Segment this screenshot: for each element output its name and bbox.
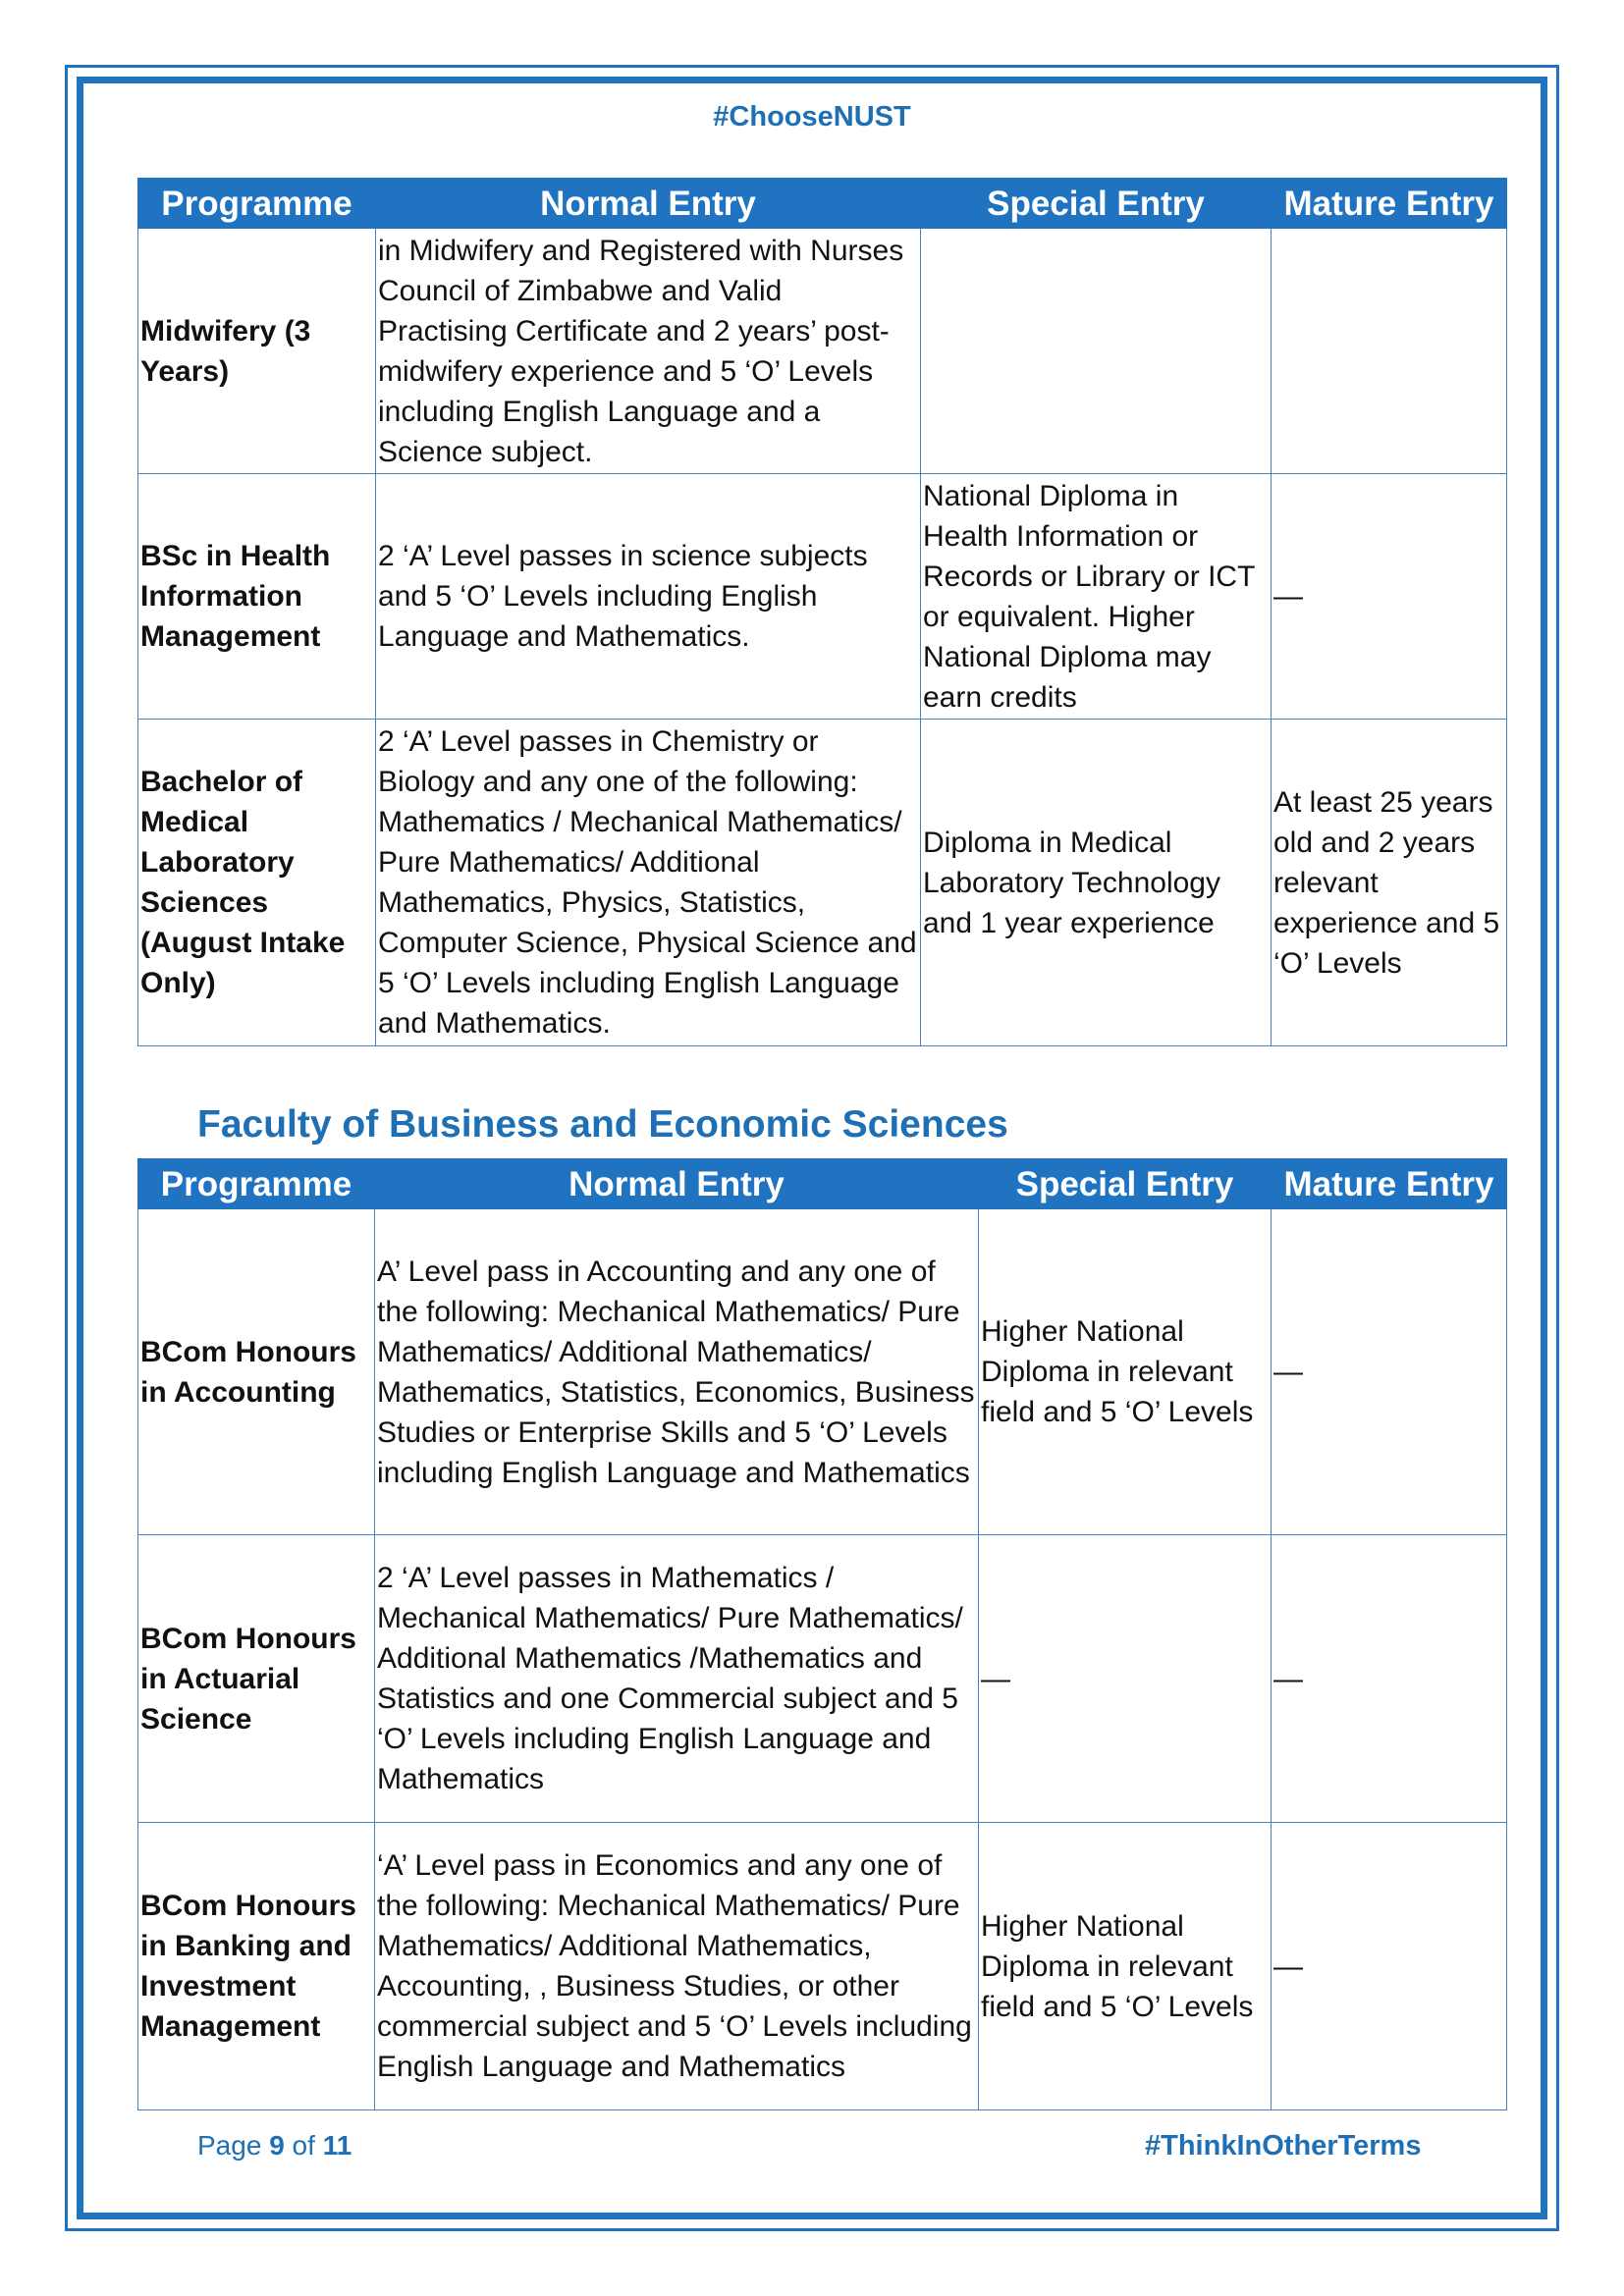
normal-entry-cell: in Midwifery and Registered with Nurses Council of Zimbabwe and Valid Practising Certificate and 2 years’ post-midwifery experience and 5 ‘O’ Levels including English Language and a Science subject. [376, 229, 921, 474]
mature-entry-cell [1272, 229, 1507, 474]
special-entry-cell [921, 229, 1272, 474]
header-hashtag: #ChooseNUST [713, 101, 911, 133]
table-row [138, 720, 1507, 1046]
programme-cell: BCom Honours in Accounting [138, 1209, 375, 1535]
table-row [138, 1535, 1507, 1823]
page-current: 9 [269, 2130, 285, 2161]
programme-cell: BCom Honours in Banking and Investment Management [138, 1823, 375, 2110]
requirements-table-health [137, 178, 1507, 1046]
mature-entry-cell: — [1272, 1209, 1507, 1535]
normal-entry-cell: 2 ‘A’ Level passes in Chemistry or Biology and any one of the following: Mathematics / Mechanical Mathematics/ Pure Mathematics/ Additional Mathematics, Physics, Statistics, Computer Science, Physical Science and 5 ‘O’ Levels including English Language and Mathematics. [376, 720, 921, 1046]
requirements-table-business [137, 1158, 1507, 2110]
normal-entry-cell: 2 ‘A’ Level passes in science subjects and 5 ‘O’ Levels including English Language and Mathematics. [376, 474, 921, 720]
col-header-special-entry: Special Entry [921, 179, 1272, 229]
table-row [138, 1209, 1507, 1535]
table-row [138, 474, 1507, 720]
table-header-row [138, 179, 1507, 229]
mature-entry-cell: — [1272, 474, 1507, 720]
col-header-normal-entry: Normal Entry [376, 179, 921, 229]
col-header-normal-entry: Normal Entry [375, 1159, 979, 1209]
table-header-row [138, 1159, 1507, 1209]
programme-cell: Bachelor of Medical Laboratory Sciences (August Intake Only) [138, 720, 376, 1046]
mature-entry-cell: — [1272, 1535, 1507, 1823]
special-entry-cell: — [979, 1535, 1272, 1823]
special-entry-cell: Higher National Diploma in relevant field and 5 ‘O’ Levels [979, 1823, 1272, 2110]
mature-entry-cell: — [1272, 1823, 1507, 2110]
table-row [138, 1823, 1507, 2110]
programme-cell: Midwifery (3 Years) [138, 229, 376, 474]
col-header-special-entry: Special Entry [979, 1159, 1272, 1209]
page-of-word: of [292, 2130, 315, 2161]
page-total: 11 [322, 2130, 352, 2161]
mature-entry-cell: At least 25 years old and 2 years relevant experience and 5 ‘O’ Levels [1272, 720, 1507, 1046]
normal-entry-cell: 2 ‘A’ Level passes in Mathematics / Mechanical Mathematics/ Pure Mathematics/ Additional Mathematics /Mathematics and Statistics and one Commercial subject and 5 ‘O’ Levels including English Language and Mathematics [375, 1535, 979, 1823]
normal-entry-cell: ‘A’ Level pass in Economics and any one of the following: Mechanical Mathematics/ Pure Mathematics/ Additional Mathematics, Accounting, , Business Studies, or other commercial subject and 5 ‘O’ Levels including English Language and Mathematics [375, 1823, 979, 2110]
page-word: Page [197, 2130, 262, 2161]
col-header-programme: Programme [138, 179, 376, 229]
special-entry-cell: Higher National Diploma in relevant field and 5 ‘O’ Levels [979, 1209, 1272, 1535]
section-title: Faculty of Business and Economic Sciences [197, 1103, 1008, 1146]
programme-cell: BSc in Health Information Management [138, 474, 376, 720]
table-row [138, 229, 1507, 474]
special-entry-cell: Diploma in Medical Laboratory Technology and 1 year experience [921, 720, 1272, 1046]
col-header-mature-entry: Mature Entry [1272, 1159, 1507, 1209]
footer-hashtag: #ThinkInOtherTerms [1145, 2130, 1422, 2162]
col-header-mature-entry: Mature Entry [1272, 179, 1507, 229]
normal-entry-cell: A’ Level pass in Accounting and any one of the following: Mechanical Mathematics/ Pure Mathematics/ Additional Mathematics/ Mathematics, Statistics, Economics, Business Studies or Enterprise Skills and 5 ‘O’ Levels including English Language and Mathematics [375, 1209, 979, 1535]
col-header-programme: Programme [138, 1159, 375, 1209]
page-number [197, 2130, 352, 2162]
special-entry-cell: National Diploma in Health Information or Records or Library or ICT or equivalent. Higher National Diploma may earn credits [921, 474, 1272, 720]
programme-cell: BCom Honours in Actuarial Science [138, 1535, 375, 1823]
